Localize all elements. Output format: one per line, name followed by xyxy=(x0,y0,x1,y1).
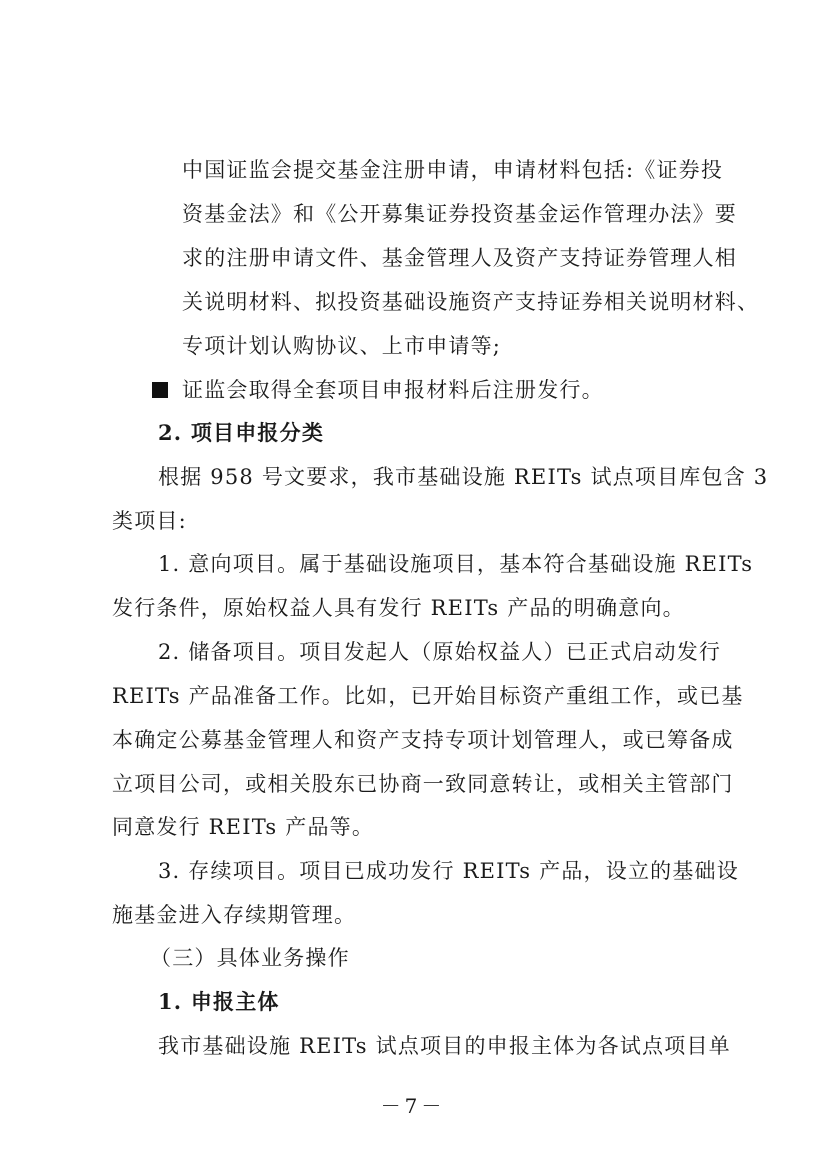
text-line: 本确定公募基金管理人和资产支持专项计划管理人，或已筹备成 xyxy=(112,728,734,752)
text-line: 立项目公司，或相关股东已协商一致同意转让，或相关主管部门 xyxy=(112,772,734,796)
text-line: 根据 958 号文要求，我市基础设施 REITs 试点项目库包含 3 xyxy=(158,465,769,489)
text-line: 同意发行 REITs 产品等。 xyxy=(112,815,375,839)
text-line: 专项计划认购协议、上市申请等; xyxy=(182,334,502,358)
text-line: 发行条件，原始权益人具有发行 REITs 产品的明确意向。 xyxy=(112,596,685,620)
text-line: 施基金进入存续期管理。 xyxy=(112,903,357,927)
text-line: 3. 存续项目。项目已成功发行 REITs 产品，设立的基础设 xyxy=(158,859,739,883)
text-line: 资基金法》和《公开募集证券投资基金运作管理办法》要 xyxy=(182,202,737,226)
text-line: 1. 意向项目。属于基础设施项目，基本符合基础设施 REITs xyxy=(158,552,754,576)
section-heading: 1. 申报主体 xyxy=(158,989,280,1014)
text-line: 2. 储备项目。项目发起人（原始权益人）已正式启动发行 xyxy=(158,640,722,664)
text-line: 求的注册申请文件、基金管理人及资产支持证券管理人相 xyxy=(182,246,737,270)
bullet-item xyxy=(152,376,604,404)
text-line: 我市基础设施 REITs 试点项目的申报主体为各试点项目单 xyxy=(158,1034,731,1058)
section-heading: 2. 项目申报分类 xyxy=(158,420,325,445)
text-line: 关说明材料、拟投资基础设施资产支持证券相关说明材料、 xyxy=(182,290,760,314)
text-line: 类项目: xyxy=(112,509,187,533)
square-bullet-icon xyxy=(152,382,168,398)
text-line: 中国证监会提交基金注册申请，申请材料包括:《证券投 xyxy=(182,158,724,182)
text-line: REITs 产品准备工作。比如，已开始目标资产重组工作，或已基 xyxy=(112,684,744,708)
bullet-text: 证监会取得全套项目申报材料后注册发行。 xyxy=(182,378,604,402)
page-number: －7－ xyxy=(380,1094,446,1118)
subsection-heading: （三）具体业务操作 xyxy=(150,946,350,970)
